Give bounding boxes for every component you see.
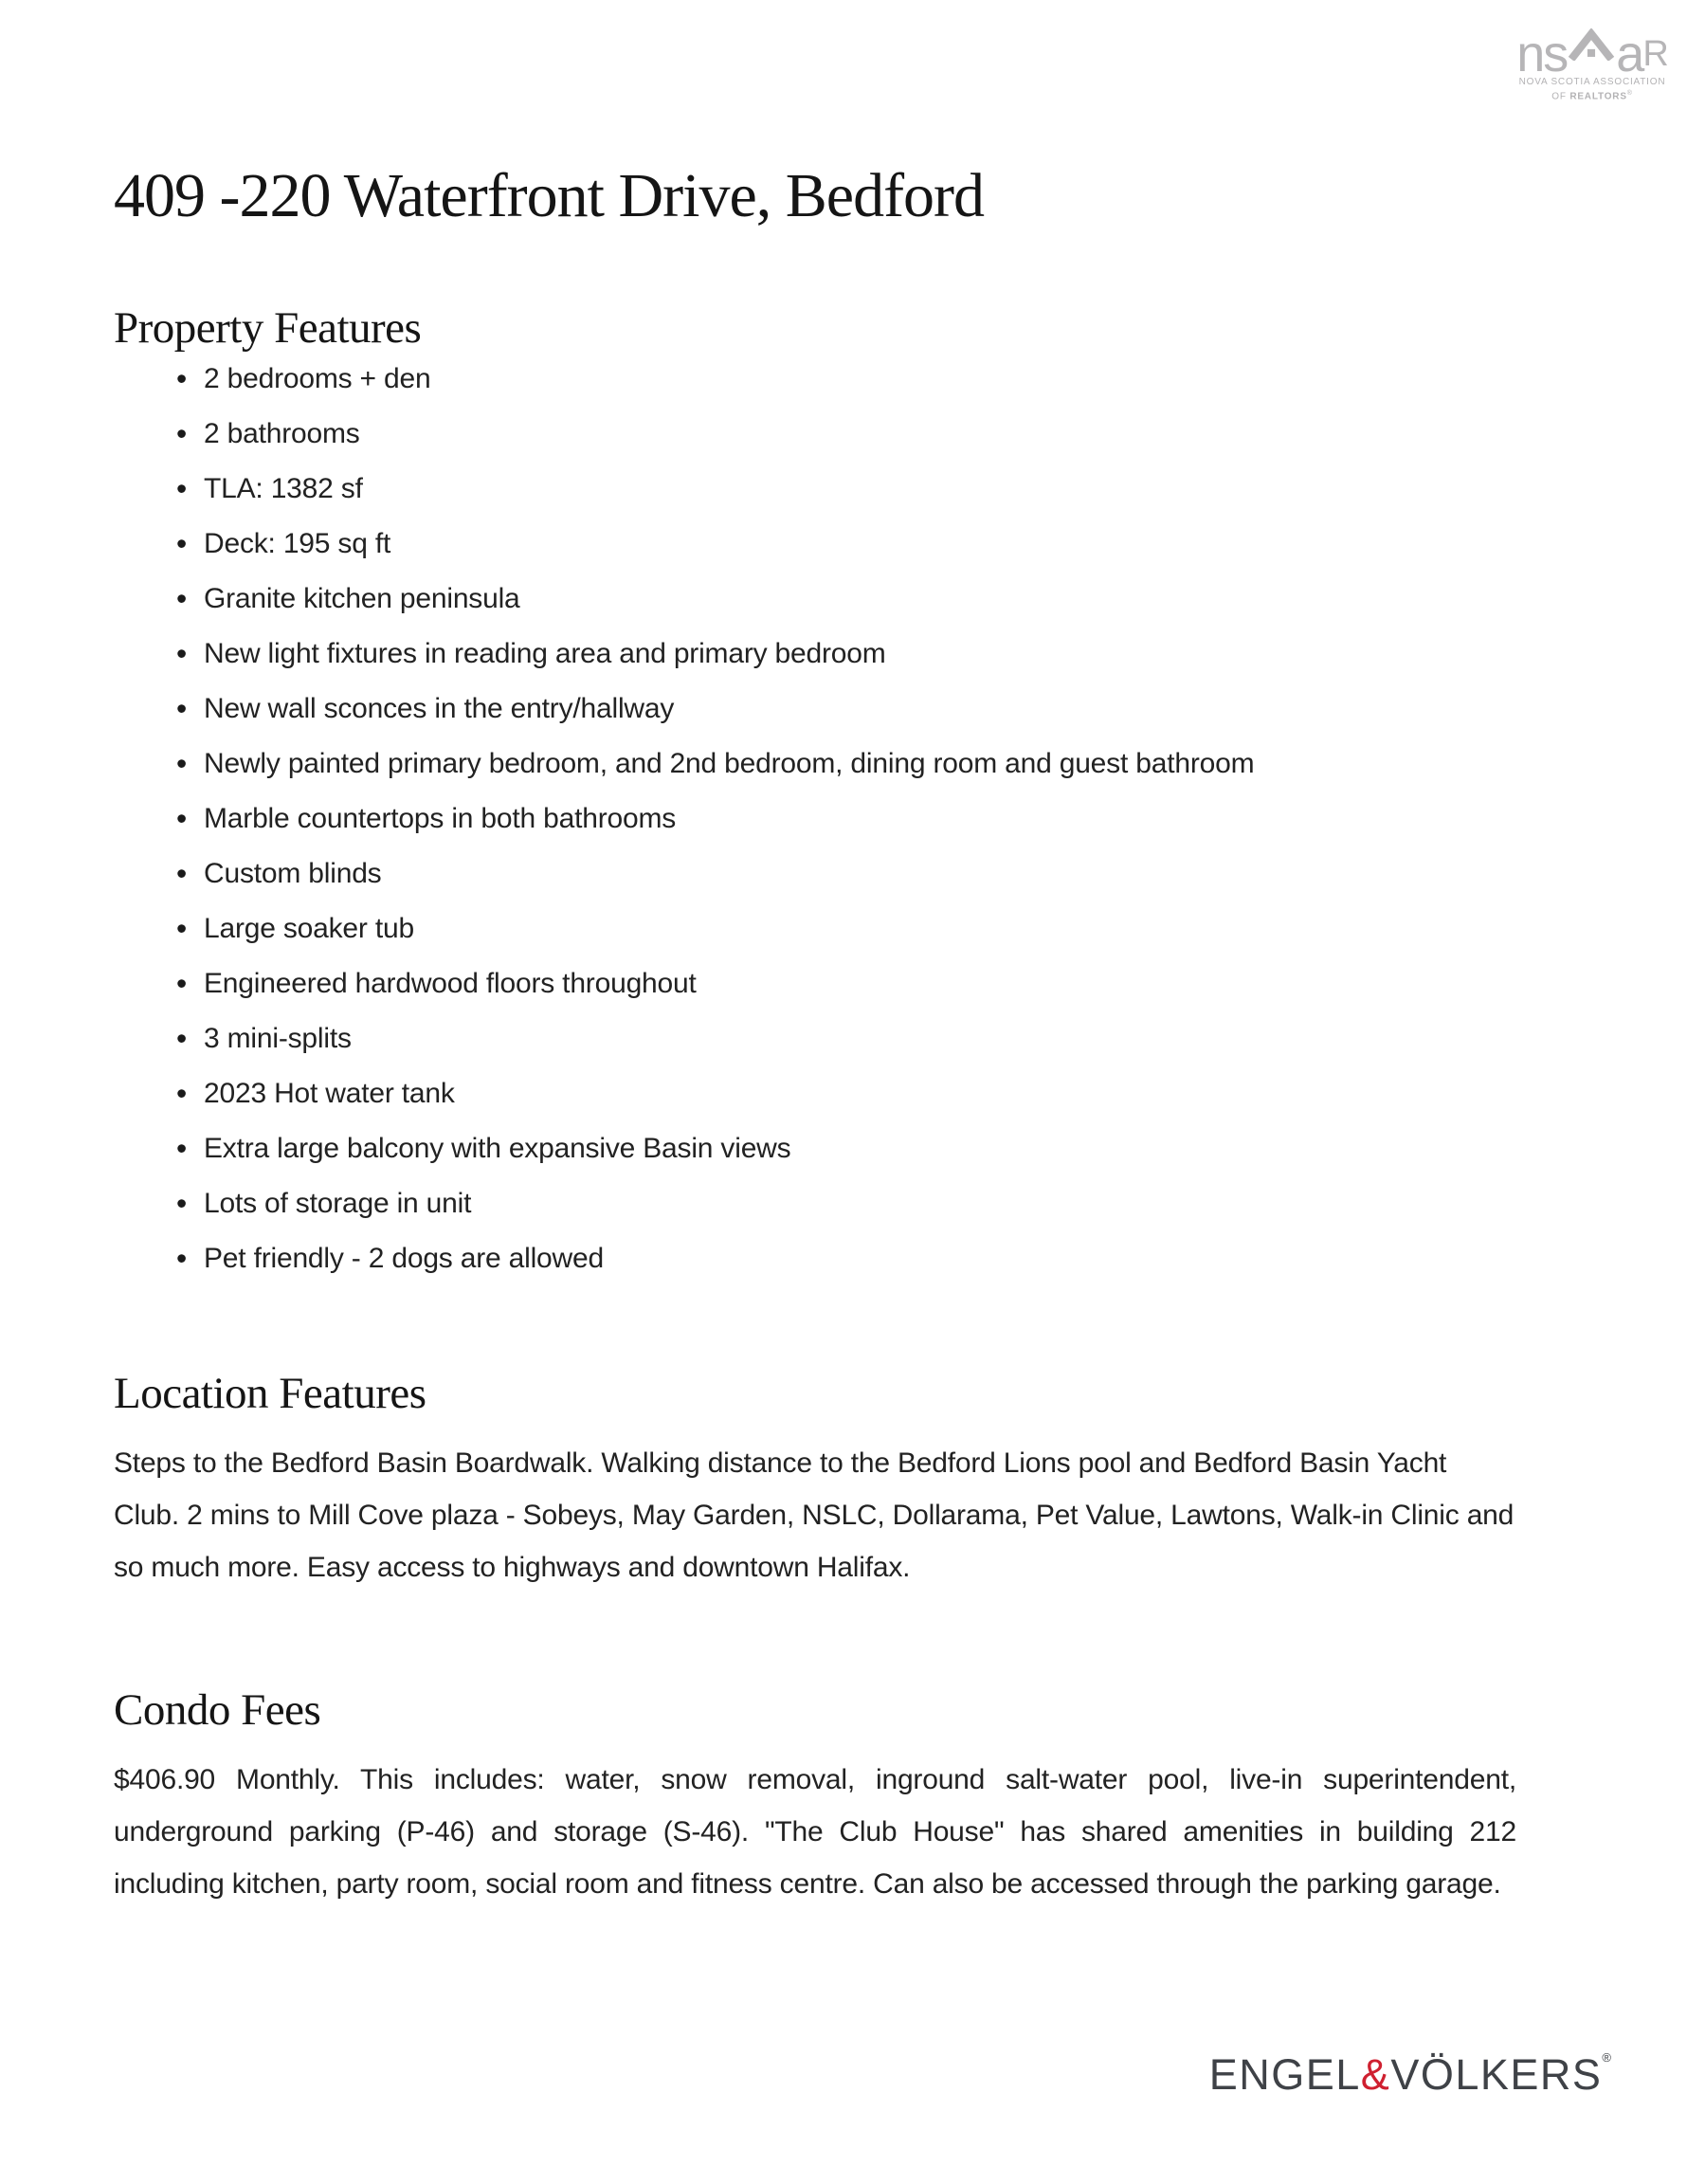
nsar-logo <box>1516 28 1668 102</box>
feature-item: • Pet friendly - 2 dogs are allowed <box>114 1231 1516 1286</box>
feature-item: • 2023 Hot water tank <box>114 1066 1516 1121</box>
ev-engel-text: ENGEL <box>1208 2050 1361 2099</box>
feature-item: • 2 bedrooms + den <box>114 352 1516 407</box>
feature-item: • New light fixtures in reading area and primary bedroom <box>114 627 1516 682</box>
house-roof-icon <box>1568 28 1615 61</box>
nsar-caption <box>1516 77 1668 102</box>
feature-item: • Lots of storage in unit <box>114 1176 1516 1231</box>
feature-item: • Newly painted primary bedroom, and 2nd bedroom, dining room and guest bathroom <box>114 737 1516 792</box>
condo-fees-paragraph: $406.90 Monthly. This includes: water, snow removal, inground salt-water pool, live-in superintendent, underground parking (P-46) and storage (S-46). "The Club House" has shared amenities in building 212 including kitchen, party room, social room and fitness centre. Can also be accessed through the parking garage. <box>114 1764 1516 1900</box>
property-features-heading: Property Features <box>114 303 422 353</box>
engel-volkers-logo <box>1208 2050 1611 2099</box>
nsar-caption-of: OF <box>1551 91 1570 102</box>
condo-fees-heading: Condo Fees <box>114 1685 321 1735</box>
nsar-registered-mark: ® <box>1626 90 1633 97</box>
location-features-heading: Location Features <box>114 1369 426 1418</box>
ev-volkers-text: VÖLKERS <box>1390 2050 1603 2099</box>
feature-item: • Granite kitchen peninsula <box>114 572 1516 627</box>
location-features-paragraph: Steps to the Bedford Basin Boardwalk. Walking distance to the Bedford Lions pool and Bedford Basin Yacht Club. 2 mins to Mill Cove plaza - Sobeys, May Garden, NSLC, Dollarama, Pet Value, Lawtons, Walk-in Clinic and so much more. Easy access to highways and downtown Halifax. <box>114 1447 1515 1583</box>
nsar-caption-line2 <box>1516 88 1668 102</box>
nsar-caption-realtors: REALTORS <box>1569 91 1627 102</box>
feature-item: • Marble countertops in both bathrooms <box>114 792 1516 846</box>
ev-ampersand: & <box>1360 2050 1391 2099</box>
feature-item: • TLA: 1382 sf <box>114 462 1516 517</box>
feature-item: • Engineered hardwood floors throughout <box>114 956 1516 1011</box>
feature-item: • Custom blinds <box>114 846 1516 901</box>
feature-item: • 2 bathrooms <box>114 407 1516 462</box>
nsar-caption-line1: NOVA SCOTIA ASSOCIATION <box>1518 77 1666 87</box>
feature-item: • Large soaker tub <box>114 901 1516 956</box>
feature-item: • 3 mini-splits <box>114 1011 1516 1066</box>
property-features-list <box>114 352 1516 1286</box>
feature-item: • New wall sconces in the entry/hallway <box>114 682 1516 737</box>
feature-item: • Deck: 195 sq ft <box>114 517 1516 572</box>
nsar-wordmark-a: a <box>1616 26 1643 83</box>
nsar-wordmark-ns: ns <box>1516 26 1568 83</box>
nsar-wordmark-r: R <box>1642 34 1668 75</box>
page-title: 409 -220 Waterfront Drive, Bedford <box>114 161 985 230</box>
ev-registered-mark: ® <box>1602 2050 1611 2065</box>
feature-item: • Extra large balcony with expansive Basin views <box>114 1121 1516 1176</box>
